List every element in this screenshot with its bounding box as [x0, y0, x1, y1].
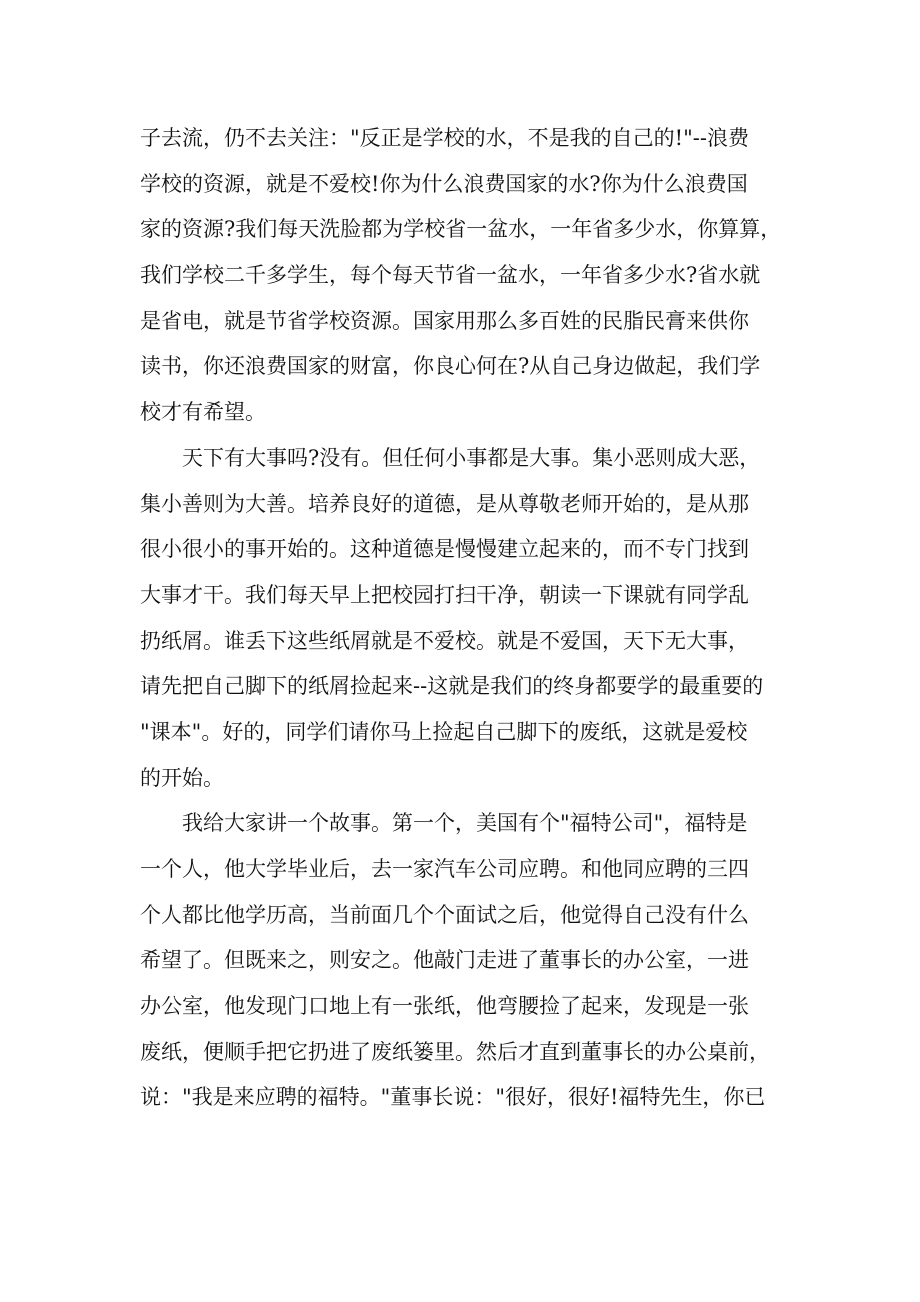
- text-line: 读书，你还浪费国家的财富，你良心何在?从自己身边做起，我们学: [140, 354, 761, 379]
- paragraph: [140, 436, 800, 802]
- text-line: 一个人，他大学毕业后，去一家汽车公司应聘。和他同应聘的三四: [140, 857, 749, 881]
- text-line: 集小善则为大善。培养良好的道德，是从尊敬老师开始的，是从那: [140, 491, 749, 516]
- text-line: 请先把自己脚下的纸屑捡起来--这就是我们的终身都要学的最重要的: [140, 674, 764, 699]
- text-line: 大事才干。我们每天早上把校园打扫干净，朝读一下课就有同学乱: [140, 582, 749, 607]
- text-line: "课本"。好的，同学们请你马上捡起自己脚下的废纸，这就是爱校: [140, 719, 748, 744]
- text-line: 办公室，他发现门口地上有一张纸，他弯腰捡了起来，发现是一张: [140, 994, 749, 1019]
- text-line: 子去流，仍不去关注："反正是学校的水，不是我的自己的!"--浪费: [140, 126, 749, 150]
- text-line: 废纸，便顺手把它扔进了废纸篓里。然后才直到董事长的办公桌前，: [140, 1039, 770, 1064]
- text-line: 的开始。: [140, 765, 224, 790]
- text-line: 天下有大事吗?没有。但任何小事都是大事。集小恶则成大恶，: [182, 445, 761, 470]
- text-line: 希望了。但既来之，则安之。他敲门走进了董事长的办公室，一进: [140, 948, 749, 973]
- text-line: 家的资源?我们每天洗脸都为学校省一盆水，一年省多少水，你算算，: [140, 217, 782, 242]
- text-line: 说："我是来应聘的福特。"董事长说："很好，很好!福特先生，你已: [140, 1085, 766, 1110]
- text-line: 校才有希望。: [140, 400, 266, 425]
- paragraph: [140, 116, 800, 436]
- text-line: 个人都比他学历高，当前面几个个面试之后，他觉得自己没有什么: [140, 902, 749, 927]
- text-line: 我给大家讲一个故事。第一个，美国有个"福特公司"，福特是: [182, 811, 748, 836]
- text-line: 是省电，就是节省学校资源。国家用那么多百姓的民脂民膏来供你: [140, 308, 749, 333]
- paragraph: [140, 801, 800, 1121]
- text-line: 扔纸屑。谁丢下这些纸屑就是不爱校。就是不爱国，天下无大事，: [140, 628, 749, 653]
- body-text: [140, 116, 800, 1121]
- text-line: 我们学校二千多学生，每个每天节省一盆水，一年省多少水?省水就: [140, 263, 761, 288]
- text-line: 学校的资源，就是不爱校!你为什么浪费国家的水?你为什么浪费国: [140, 171, 748, 196]
- text-line: 很小很小的事开始的。这种道德是慢慢建立起来的，而不专门找到: [140, 537, 749, 562]
